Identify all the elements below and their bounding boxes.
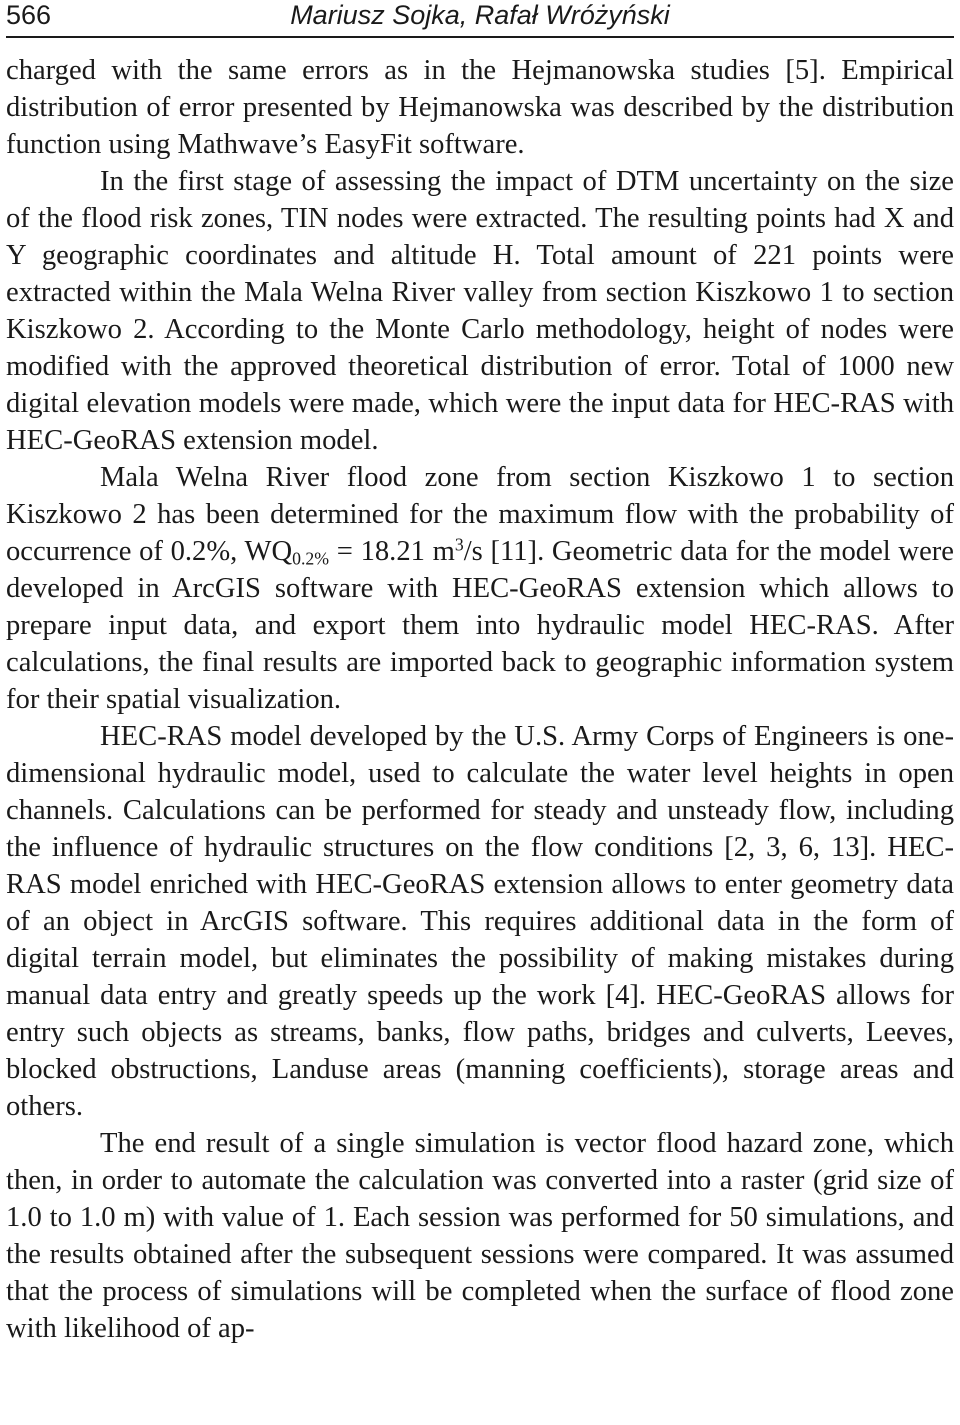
- paragraph-1: charged with the same errors as in the Hejmanowska studies [5]. Empirical distribution of error presented by Hejmanowska was described by the distribution function using Mathwave’s EasyFit software.: [6, 55, 954, 160]
- running-header-authors: Mariusz Sojka, Rafał Wróżyński: [290, 0, 670, 30]
- paragraph-3-text-before: Mala Welna River flood zone from section Kiszkowo 1 to section Kiszkowo 2 has been determined for the maximum flow with the probability of occurrence of 0.2%, WQ: [6, 462, 954, 567]
- paragraph-2: In the first stage of assessing the impact of DTM uncertainty on the size of the flood risk zones, TIN nodes were extracted. The resulting points had X and Y geographic coordinates and altitude H. Total amount of 221 points were extracted within the Mala Welna River valley from section Kiszkowo 1 to section Kiszkowo 2. According to the Monte Carlo methodology, height of nodes were modified with the approved theoretical distribution of error. Total of 1000 new digital elevation models were made, which were the input data for HEC-RAS with HEC-GeoRAS extension model.: [6, 166, 954, 456]
- cubic-superscript: 3: [454, 534, 464, 555]
- paragraph-3: [6, 459, 954, 718]
- body-text: [6, 52, 954, 1347]
- paragraph-3-text-mid: = 18.21 m: [329, 536, 455, 567]
- paragraph-4: HEC-RAS model developed by the U.S. Army Corps of Engineers is one-dimensional hydraulic model, used to calculate the water level heights in open channels. Calculations can be performed for steady and unsteady flow, including the influence of hydraulic structures on the flow conditions [2, 3, 6, 13]. HEC-RAS model enriched with HEC-GeoRAS extension allows to enter geometry data of an object in ArcGIS software. This requires additional data in the form of digital terrain model, but eliminates the possibility of making mistakes during manual data entry and greatly speeds up the work [4]. HEC-GeoRAS allows for entry such objects as streams, banks, flow paths, bridges and culverts, Leeves, blocked obstructions, Landuse areas (manning coefficients), storage areas and others.: [6, 721, 954, 1122]
- paragraph-3-text-after: /s [11]. Geometric data for the model were developed in ArcGIS software with HEC-GeoRAS extension which allows to prepare input data, and export them into hydraulic model HEC-RAS. After calculations, the final results are imported back to geographic information system for their spatial visualization.: [6, 536, 954, 715]
- header-rule: [6, 36, 954, 38]
- page-number: 566: [6, 0, 52, 30]
- probability-subscript: 0.2%: [292, 548, 330, 569]
- running-header: [6, 0, 954, 32]
- paragraph-5: The end result of a single simulation is vector flood hazard zone, which then, in order to automate the calculation was converted into a raster (grid size of 1.0 to 1.0 m) with value of 1. Each session was performed for 50 simulations, and the results obtained after the subsequent sessions were compared. It was assumed that the process of simulations will be completed when the surface of flood zone with likelihood of ap-: [6, 1128, 954, 1344]
